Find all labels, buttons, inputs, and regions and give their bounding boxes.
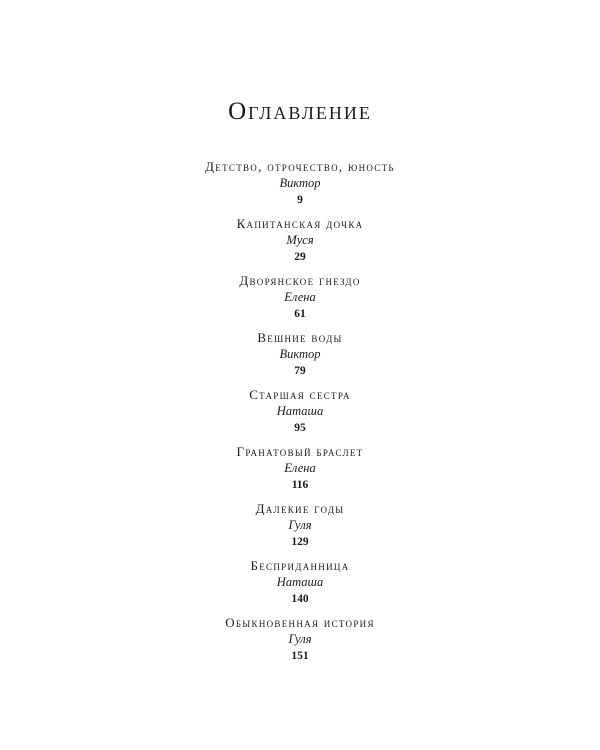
entry-title: Детство, отрочество, юность bbox=[205, 159, 395, 174]
toc-entry bbox=[0, 386, 600, 443]
toc-entry bbox=[0, 158, 600, 215]
entry-page-number: 9 bbox=[297, 194, 303, 206]
entry-page-number: 79 bbox=[294, 365, 306, 377]
entry-title: Дворянское гнездо bbox=[239, 273, 361, 288]
entry-page-number: 116 bbox=[291, 479, 309, 491]
entry-author: Елена bbox=[284, 290, 316, 304]
entry-author: Елена bbox=[284, 461, 316, 475]
toc-entry bbox=[0, 272, 600, 329]
entry-title: Далекие годы bbox=[255, 501, 345, 516]
toc-entry bbox=[0, 443, 600, 500]
entry-page-number: 129 bbox=[291, 536, 309, 548]
entry-author: Муся bbox=[286, 233, 314, 247]
toc-list bbox=[0, 158, 600, 671]
entry-author: Виктор bbox=[279, 176, 321, 190]
toc-entry bbox=[0, 329, 600, 386]
toc-entry bbox=[0, 500, 600, 557]
entry-page-number: 61 bbox=[294, 308, 306, 320]
entry-author: Наташа bbox=[276, 575, 324, 589]
entry-author: Гуля bbox=[288, 632, 312, 646]
toc-entry bbox=[0, 557, 600, 614]
entry-page-number: 151 bbox=[291, 650, 309, 662]
entry-page-number: 29 bbox=[294, 251, 306, 263]
entry-title: Капитанская дочка bbox=[236, 216, 364, 231]
entry-title: Бесприданница bbox=[250, 558, 350, 573]
entry-page-number: 95 bbox=[294, 422, 306, 434]
entry-title: Гранатовый браслет bbox=[236, 444, 364, 459]
entry-author: Наташа bbox=[276, 404, 324, 418]
entry-page-number: 140 bbox=[291, 593, 309, 605]
entry-author: Гуля bbox=[288, 518, 312, 532]
entry-title: Вешние воды bbox=[257, 330, 343, 345]
toc-entry bbox=[0, 614, 600, 671]
entry-author: Виктор bbox=[279, 347, 321, 361]
toc-entry bbox=[0, 215, 600, 272]
entry-title: Старшая сестра bbox=[249, 387, 351, 402]
entry-title: Обыкновенная история bbox=[225, 615, 375, 630]
page-title: Оглавление bbox=[228, 98, 372, 125]
